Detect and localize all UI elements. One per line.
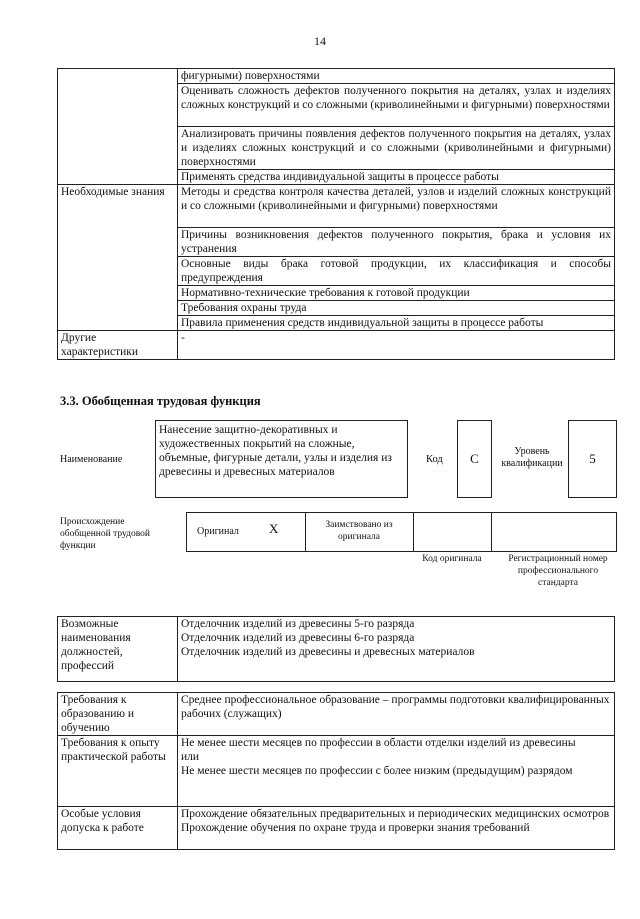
code-value-box: C [457, 420, 492, 498]
table-label-cell: Необходимые знания [58, 185, 178, 331]
table-cell: Применять средства индивидуальной защиты в процессе работы [178, 170, 615, 185]
table-label-cell: Возможные наименования должностей, профессий [58, 617, 178, 682]
divider [413, 513, 414, 551]
positions-table [57, 616, 615, 682]
table-cell: - [178, 331, 615, 360]
skills-knowledge-table [57, 68, 615, 360]
table-cell: Нормативно-технические требования к готовой продукции [178, 286, 615, 301]
table-cell: Оценивать сложность дефектов полученного покрытия на деталях, узлах и изделиях сложных конструкций и со сложными (криволинейными и фигурными) поверхностями [178, 84, 615, 127]
table-label-cell: Особые условия допуска к работе [58, 807, 178, 850]
table-cell [178, 617, 615, 682]
page-number: 14 [314, 34, 326, 48]
position-item: Отделочник изделий из древесины и древесных материалов [181, 646, 475, 658]
original-mark: X [269, 521, 279, 536]
table-cell: Прохождение обязательных предварительных и периодических медицинских осмотров Прохождение обучения по охране труда и проверки знания требований [178, 807, 615, 850]
reg-number-caption: Регистрационный номер профессионального стандарта [508, 554, 608, 588]
table-cell: Основные виды брака готовой продукции, их классификация и способы предупреждения [178, 257, 615, 286]
level-label: Уровень квалификации [501, 446, 563, 469]
table-cell: Требования охраны труда [178, 301, 615, 316]
table-cell: Причины возникновения дефектов полученного покрытия, брака и условия их устранения [178, 228, 615, 257]
table-cell: фигурными) поверхностями [178, 69, 615, 84]
table-cell: Анализировать причины появления дефектов полученного покрытия на деталях, узлах и изделиях сложных конструкций и со сложными (криволинейными и фигурными) поверхностями [178, 127, 615, 170]
table-label-cell [58, 69, 178, 185]
table-cell: Правила применения средств индивидуальной защиты в процессе работы [178, 316, 615, 331]
table-label-cell: Требования к опыту практической работы [58, 736, 178, 807]
divider [305, 513, 306, 551]
table-label-cell: Другие характеристики [58, 331, 178, 360]
code-label: Код [426, 454, 443, 465]
divider [491, 513, 492, 551]
section-heading: 3.3. Обобщенная трудовая функция [60, 394, 261, 408]
original-label: Оригинал [197, 526, 239, 537]
function-name-box: Нанесение защитно-декоративных и художественных покрытий на сложные, объемные, фигурные детали, узлы и изделия из древесины и древесных материалов [155, 420, 408, 498]
level-value-box: 5 [568, 420, 617, 498]
table-cell: Среднее профессиональное образование – программы подготовки квалифицированных рабочих (служащих) [178, 693, 615, 736]
table-cell: Методы и средства контроля качества деталей, узлов и изделий сложных конструкций и со сложными (криволинейными и фигурными) поверхностями [178, 185, 615, 228]
position-item: Отделочник изделий из древесины 6-го разряда [181, 632, 415, 644]
position-item: Отделочник изделий из древесины 5-го разряда [181, 618, 415, 630]
origin-label: Происхождение обобщенной трудовой функции [60, 517, 150, 551]
table-cell: Не менее шести месяцев по профессии в области отделки изделий из древесины или Не менее шести месяцев по профессии с более низким (предыдущим) разрядом [178, 736, 615, 807]
name-label: Наименование [60, 454, 123, 465]
code-original-caption: Код оригинала [422, 554, 482, 564]
requirements-table [57, 692, 615, 850]
origin-box [186, 512, 617, 552]
borrowed-label: Заимствовано из оригинала [325, 520, 393, 542]
table-label-cell: Требования к образованию и обучению [58, 693, 178, 736]
